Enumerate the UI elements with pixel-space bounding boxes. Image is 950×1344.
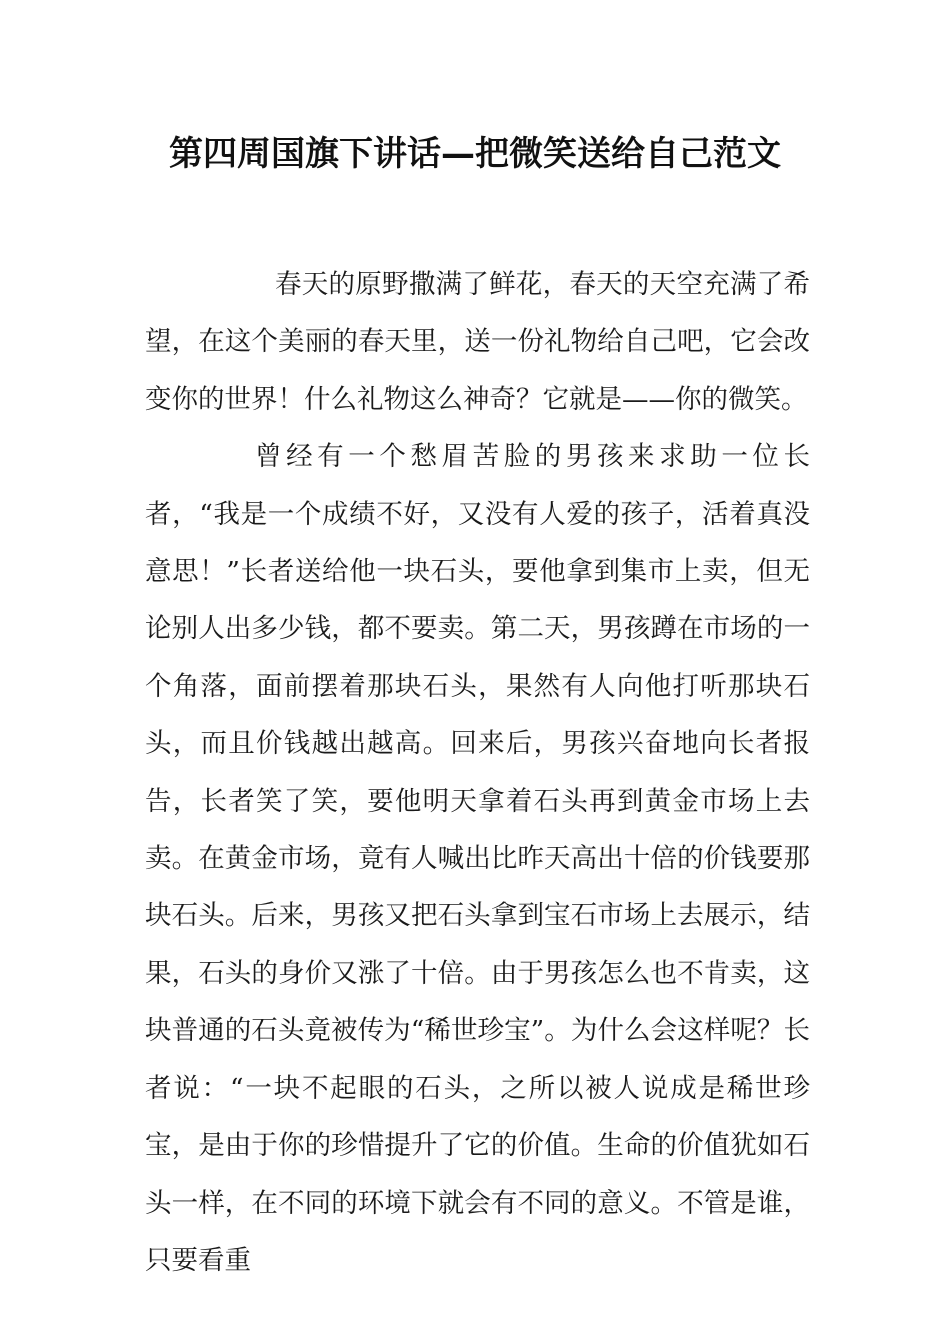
document-body xyxy=(145,256,810,1289)
document-title: 第四周国旗下讲话—把微笑送给自己范文 xyxy=(169,134,781,174)
paragraph-1: 春天的原野撒满了鲜花，春天的天空充满了希望，在这个美丽的春天里，送一份礼物给自己吧，它会改变你的世界！什么礼物这么神奇？它就是——你的微笑。 xyxy=(145,269,810,415)
paragraph-2: 曾经有一个愁眉苦脸的男孩来求助一位长者，“我是一个成绩不好，又没有人爱的孩子，活着真没意思！”长者送给他一块石头，要他拿到集市上卖，但无论别人出多少钱，都不要卖。第二天，男孩蹲在市场的一个角落，面前摆着那块石头，果然有人向他打听那块石头，而且价钱越出越高。回来后，男孩兴奋地向长者报告，长者笑了笑，要他明天拿着石头再到黄金市场上去卖。在黄金市场，竟有人喊出比昨天高出十倍的价钱要那块石头。后来，男孩又把石头拿到宝石市场上去展示，结果，石头的身价又涨了十倍。由于男孩怎么也不肯卖，这块普通的石头竟被传为“稀世珍宝”。为什么会这样呢？长者说：“一块不起眼的石头，之所以被人说成是稀世珍宝，是由于你的珍惜提升了它的价值。生命的价值犹如石头一样，在不同的环境下就会有不同的意义。不管是谁，只要看重 xyxy=(145,441,810,1276)
